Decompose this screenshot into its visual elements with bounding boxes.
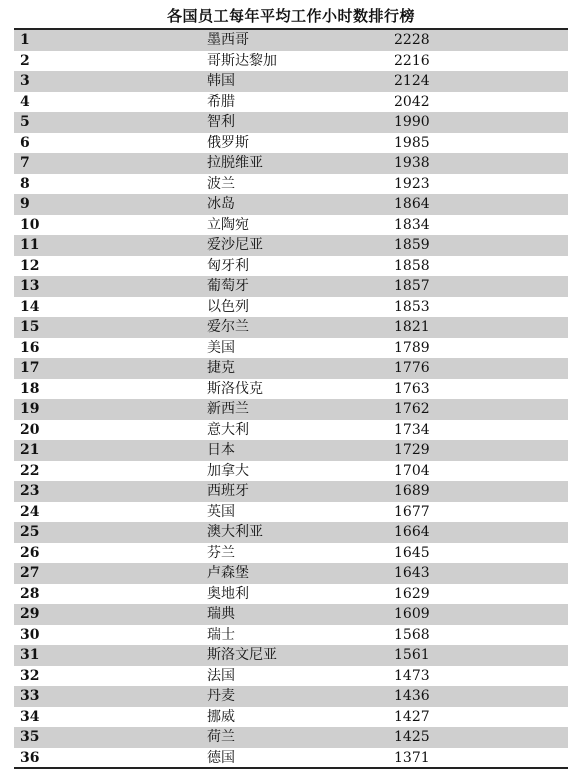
country-cell: 挪威: [207, 708, 235, 725]
rank-cell: 15: [20, 319, 40, 335]
rank-cell: 21: [20, 442, 40, 458]
country-cell: 葡萄牙: [207, 278, 249, 294]
table-row: [14, 563, 568, 584]
country-cell: 智利: [207, 114, 235, 130]
table-row: [14, 379, 568, 400]
hours-cell: 2216: [394, 52, 430, 69]
country-cell: 西班牙: [207, 483, 249, 499]
table-row: [14, 666, 568, 687]
rank-cell: 7: [20, 155, 30, 171]
rank-cell: 28: [20, 585, 40, 602]
rank-cell: 9: [20, 196, 30, 212]
country-cell: 墨西哥: [207, 32, 249, 48]
hours-cell: 1864: [394, 196, 430, 212]
country-cell: 英国: [207, 503, 235, 520]
hours-cell: 1609: [394, 606, 430, 622]
hours-cell: 1561: [394, 647, 430, 663]
rank-cell: 16: [20, 339, 40, 356]
hours-cell: 1664: [394, 524, 430, 540]
hours-cell: 1689: [394, 483, 430, 499]
country-cell: 哥斯达黎加: [207, 52, 277, 69]
table-row: [14, 727, 568, 748]
hours-cell: 1427: [394, 708, 430, 725]
rank-cell: 5: [20, 114, 30, 130]
hours-cell: 1425: [394, 729, 430, 745]
table-row: [14, 604, 568, 625]
table-row: [14, 358, 568, 379]
table-bottom-rule: [14, 767, 568, 769]
hours-cell: 1938: [394, 155, 430, 171]
rank-cell: 20: [20, 421, 40, 438]
hours-cell: 1568: [394, 626, 430, 643]
table-row: [14, 584, 568, 605]
hours-cell: 1858: [394, 257, 430, 274]
hours-cell: 1762: [394, 401, 430, 417]
table-row: [14, 51, 568, 72]
rank-cell: 2: [20, 52, 30, 69]
rank-cell: 26: [20, 544, 40, 561]
table-row: [14, 502, 568, 523]
country-cell: 韩国: [207, 73, 235, 89]
rank-cell: 19: [20, 401, 40, 417]
country-cell: 斯洛文尼亚: [207, 647, 277, 663]
hours-cell: 2228: [394, 32, 430, 48]
table-row: [14, 481, 568, 502]
rank-cell: 35: [20, 729, 40, 745]
rank-cell: 22: [20, 462, 40, 479]
country-cell: 丹麦: [207, 688, 235, 704]
hours-cell: 2042: [394, 93, 430, 110]
table-row: [14, 645, 568, 666]
table-row: [14, 461, 568, 482]
rank-cell: 3: [20, 73, 30, 89]
country-cell: 法国: [207, 667, 235, 684]
rank-cell: 32: [20, 667, 40, 684]
table-row: [14, 543, 568, 564]
table-row: [14, 338, 568, 359]
rank-cell: 17: [20, 360, 40, 376]
country-cell: 波兰: [207, 175, 235, 192]
rank-cell: 27: [20, 565, 40, 581]
table-row: [14, 522, 568, 543]
table-row: [14, 235, 568, 256]
table-row: [14, 399, 568, 420]
rank-cell: 13: [20, 278, 40, 294]
rank-cell: 11: [20, 237, 40, 253]
country-cell: 立陶宛: [207, 216, 249, 233]
country-cell: 意大利: [207, 421, 249, 438]
country-cell: 荷兰: [207, 729, 235, 745]
table-row: [14, 276, 568, 297]
table-row: [14, 153, 568, 174]
table-row: [14, 215, 568, 236]
table-row: [14, 686, 568, 707]
country-cell: 芬兰: [207, 544, 235, 561]
rank-cell: 4: [20, 93, 30, 110]
hours-cell: 1645: [394, 544, 430, 561]
country-cell: 希腊: [207, 93, 235, 110]
country-cell: 澳大利亚: [207, 524, 263, 540]
hours-cell: 1859: [394, 237, 430, 253]
table-row: [14, 112, 568, 133]
rank-cell: 23: [20, 483, 40, 499]
rank-cell: 14: [20, 298, 40, 315]
rank-cell: 18: [20, 380, 40, 397]
rank-cell: 12: [20, 257, 40, 274]
rank-cell: 24: [20, 503, 40, 520]
hours-cell: 2124: [394, 73, 430, 89]
country-cell: 冰岛: [207, 196, 235, 212]
table-row: [14, 71, 568, 92]
table-row: [14, 625, 568, 646]
country-cell: 瑞典: [207, 606, 235, 622]
country-cell: 捷克: [207, 360, 235, 376]
hours-cell: 1371: [394, 749, 430, 766]
country-cell: 以色列: [207, 298, 249, 315]
rank-cell: 33: [20, 688, 40, 704]
table-row: [14, 748, 568, 769]
table-row: [14, 317, 568, 338]
table-row: [14, 92, 568, 113]
rank-cell: 31: [20, 647, 40, 663]
hours-cell: 1473: [394, 667, 430, 684]
ranking-table: [14, 30, 568, 767]
country-cell: 爱沙尼亚: [207, 237, 263, 253]
table-row: [14, 707, 568, 728]
country-cell: 斯洛伐克: [207, 380, 263, 397]
table-row: [14, 256, 568, 277]
rank-cell: 29: [20, 606, 40, 622]
hours-cell: 1677: [394, 503, 430, 520]
rank-cell: 6: [20, 134, 30, 151]
rank-cell: 36: [20, 749, 40, 766]
country-cell: 俄罗斯: [207, 134, 249, 151]
table-row: [14, 297, 568, 318]
rank-cell: 1: [20, 32, 30, 48]
rank-cell: 25: [20, 524, 40, 540]
hours-cell: 1704: [394, 462, 430, 479]
country-cell: 卢森堡: [207, 565, 249, 581]
hours-cell: 1834: [394, 216, 430, 233]
country-cell: 匈牙利: [207, 257, 249, 274]
country-cell: 日本: [207, 442, 235, 458]
hours-cell: 1853: [394, 298, 430, 315]
rank-cell: 8: [20, 175, 30, 192]
country-cell: 爱尔兰: [207, 319, 249, 335]
table-row: [14, 420, 568, 441]
hours-cell: 1734: [394, 421, 430, 438]
table-row: [14, 440, 568, 461]
hours-cell: 1923: [394, 175, 430, 192]
table-row: [14, 174, 568, 195]
rank-cell: 30: [20, 626, 40, 643]
table-title: 各国员工每年平均工作小时数排行榜: [166, 7, 415, 25]
table-row: [14, 194, 568, 215]
country-cell: 加拿大: [207, 462, 249, 479]
hours-cell: 1857: [394, 278, 430, 294]
rank-cell: 34: [20, 708, 40, 725]
hours-cell: 1729: [394, 442, 430, 458]
hours-cell: 1990: [394, 114, 430, 130]
country-cell: 新西兰: [207, 401, 249, 417]
hours-cell: 1985: [394, 134, 430, 151]
hours-cell: 1789: [394, 339, 430, 356]
table-row: [14, 133, 568, 154]
country-cell: 美国: [207, 339, 235, 356]
country-cell: 奥地利: [207, 585, 249, 602]
hours-cell: 1643: [394, 565, 430, 581]
hours-cell: 1776: [394, 360, 430, 376]
country-cell: 瑞士: [207, 626, 235, 643]
table-row: [14, 30, 568, 51]
country-cell: 拉脱维亚: [207, 155, 263, 171]
hours-cell: 1436: [394, 688, 430, 704]
rank-cell: 10: [20, 216, 40, 233]
country-cell: 德国: [207, 749, 235, 766]
hours-cell: 1763: [394, 380, 430, 397]
hours-cell: 1821: [394, 319, 430, 335]
hours-cell: 1629: [394, 585, 430, 602]
